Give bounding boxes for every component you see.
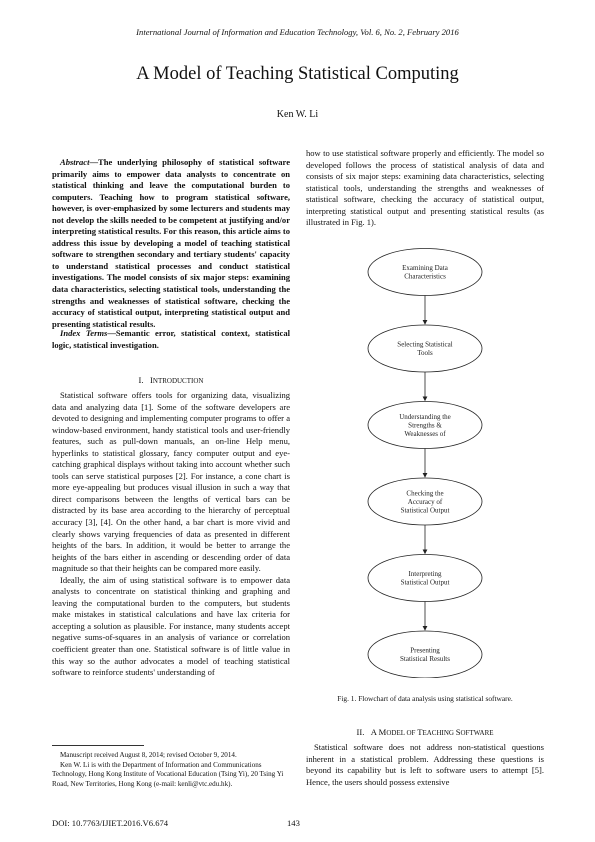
doi: DOI: 10.7763/IJIET.2016.V6.674: [52, 818, 169, 828]
section-1-number: I.: [138, 375, 144, 385]
section-2-heading-e: S: [455, 727, 461, 737]
paper-title: A Model of Teaching Statistical Computing: [136, 64, 459, 84]
journal-header: International Journal of Information and Education Technology, Vol. 6, No. 2, February 2016: [136, 27, 459, 37]
section-2-number: II.: [356, 727, 365, 737]
section-2-body: [306, 742, 544, 788]
index-terms: [52, 328, 290, 351]
figure-caption: Fig. 1. Flowchart of data analysis using statistical software.: [337, 694, 513, 703]
footnotes: [52, 751, 290, 789]
footnote-affiliation: Ken W. Li is with the Department of Information and Communications Technology, Hong Kong Institute of Vocational Education (Tsing Yi), 20 Tsing Yi Road, New Territories, Hong Kong (e-mail: kenli@vtc.edu.hk).: [52, 760, 284, 788]
footnote-manuscript: Manuscript received August 8, 2014; revised October 9, 2014.: [60, 751, 237, 759]
section-1-heading-cap: I: [150, 375, 153, 385]
section-1-body: [52, 390, 290, 679]
index-terms-label: Index Terms: [60, 328, 108, 338]
flowchart-node-4: [368, 478, 482, 525]
section-1-paragraph-2: Ideally, the aim of using statistical software is to empower data analysts to concentrate on statistical thinking and graphing and leaving the computational burden to the computers, but students make mistakes in statistical calculations and have lax criteria for accepting a solution as plausible. For instance, many students accept negative sums-of-squares in an analysis of variance or correlation coefficient greater than one. Statistical software is of little value in this way so the author advocates a model of teaching statistical software to reinforce students' understanding of: [52, 574, 290, 678]
right-column-paragraph: how to use statistical software properly and efficiently. The model so developed follows the process of statistical analysis of data and consists of six major steps: examining data characteristics, selecting statistical tools, understanding the strengths and weaknesses of statistical software, checking the accuracy of statistical output, interpreting statistical output and presenting statistical results (as illustrated in Fig. 1).: [306, 148, 544, 228]
flowchart-node-label: Understanding the Strengths & Weaknesses of: [399, 412, 451, 438]
flowchart-node-3: [368, 402, 482, 449]
section-1-paragraph-1: Statistical software offers tools for organizing data, visualizing data and analyzing data [1]. Some of the software developers are devoted to designing and implementing computer programs to offer a window-based environment, handy statistical tools and user-friendly features, such as pull-down manuals, an on-line Help menu, hyperlinks to statistical glossary, fancy computer output and eye-catching graphical displays without taking into account whether such tools can serve statistical purposes [2]. For instance, a cone chart is more eye-appealing but produces visual illusion in such a way that direct comparisons between the lengths of vertical bars can be distracted by its base area according to the hierarchy of perceptual accuracy [3], [4]. On the other hand, a bar chart is more vivid and clearly shows varying frequencies of data as presented in different heights of the bars. In addition, it would be better to arrange the heights of the bars either in ascending or descending order of data magnitude so that their heights can be compared more easily.: [52, 390, 290, 574]
section-2-heading-b: ODEL OF: [386, 729, 418, 737]
section-2-paragraph: Statistical software does not address non-statistical questions inherent in a statistical problem. Addressing these questions is beyond its capability but is left to software users to attempt [5]. Hence, the users should possess extensive: [306, 742, 544, 787]
section-1-heading: [52, 375, 290, 385]
page-number: 143: [287, 818, 300, 828]
section-1-heading-rest: NTRODUCTION: [152, 377, 204, 385]
section-2-heading-a: A M: [370, 727, 387, 737]
footnote-rule: [52, 745, 144, 746]
flowchart-node-1: [368, 249, 482, 296]
section-2-heading: [306, 727, 544, 737]
author-name: Ken W. Li: [276, 109, 319, 120]
section-2-heading-d: EACHING: [422, 729, 456, 737]
flowchart-node-label: Selecting Statistical Tools: [397, 340, 453, 358]
flowchart-node-label: Checking the Accuracy of Statistical Output: [400, 489, 450, 515]
flowchart-node-label: Presenting Statistical Results: [400, 646, 450, 664]
flowchart-node-2: [368, 325, 482, 372]
flowchart-node-5: [368, 555, 482, 602]
flowchart-figure: [340, 248, 510, 678]
abstract-label: Abstract: [60, 157, 90, 167]
flowchart-node-6: [368, 631, 482, 678]
abstract-text: —The underlying philosophy of statistical software primarily aims to empower data analysts to concentrate on statistical thinking and leave the computational burden to computers. Teaching how to program statistical software, however, is over-emphasized by some lecturers and students may not develop the skills needed to be competent at justifying and/or interpreting statistical results. For this reason, this article aims to address this issue by developing a model of teaching statistical software to strengthen secondary and tertiary students' capacity to understand statistical processes and conduct statistical investigations. The model consists of six major steps: examining data characteristics, selecting statistical tools, understanding the strengths and weaknesses of statistical software, checking the accuracy of statistical output, interpreting statistical output and presenting statistical results.: [52, 157, 290, 329]
right-column-intro: [306, 148, 544, 229]
index-terms-text: —Semantic error, statistical context, statistical logic, statistical investigation.: [52, 328, 290, 350]
section-2-heading-c: T: [417, 727, 423, 737]
abstract: [52, 157, 290, 330]
flowchart-node-label: Examining Data Characteristics: [402, 264, 448, 281]
flowchart-node-label: Interpreting Statistical Output: [400, 570, 450, 587]
section-2-heading-f: OFTWARE: [460, 729, 494, 737]
